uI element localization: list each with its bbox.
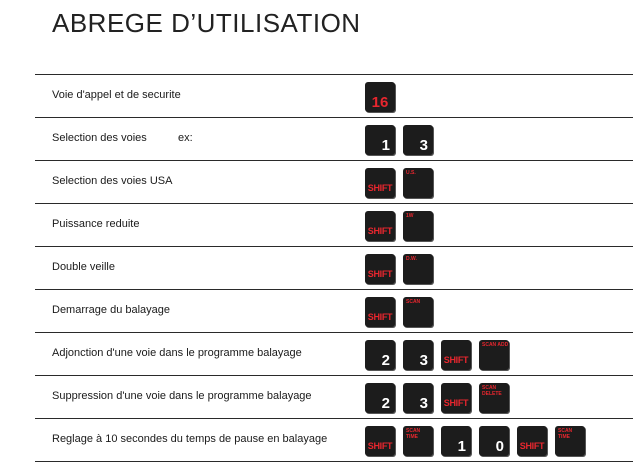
number-key bbox=[403, 125, 433, 155]
number-key-label: 3 bbox=[419, 137, 428, 154]
table-row bbox=[35, 246, 633, 289]
table-row bbox=[35, 418, 633, 462]
shift-key-label: SHIFT bbox=[367, 312, 393, 322]
number-key-label: 2 bbox=[381, 395, 390, 412]
number-key-label: 1 bbox=[457, 438, 466, 455]
shortcut-table bbox=[35, 74, 633, 462]
table-row bbox=[35, 332, 633, 375]
function-key bbox=[403, 426, 433, 456]
function-key bbox=[479, 383, 509, 413]
row-label: Selection des voies bbox=[52, 132, 147, 144]
function-key bbox=[403, 254, 433, 284]
row-label: Double veille bbox=[52, 261, 115, 273]
function-key bbox=[479, 340, 509, 370]
number-key bbox=[365, 383, 395, 413]
function-key bbox=[403, 211, 433, 241]
table-row bbox=[35, 160, 633, 203]
function-key-label: SCAN ADD bbox=[482, 342, 509, 348]
function-key-label: SCAN bbox=[406, 299, 421, 305]
row-label: Reglage à 10 secondes du temps de pause en balayage bbox=[52, 433, 328, 445]
shift-key bbox=[441, 383, 471, 413]
shift-key bbox=[365, 254, 395, 284]
function-key-label: 1W bbox=[406, 213, 414, 219]
number-key bbox=[365, 340, 395, 370]
function-key-label: D.W. bbox=[406, 256, 417, 262]
function-key-label: SCAN TIME bbox=[406, 428, 421, 440]
table-row bbox=[35, 375, 633, 418]
number-key-label: 1 bbox=[381, 137, 390, 154]
table-row bbox=[35, 117, 633, 160]
function-key-label: U.S. bbox=[406, 170, 416, 176]
function-key bbox=[403, 168, 433, 198]
number-key bbox=[403, 383, 433, 413]
number-key bbox=[479, 426, 509, 456]
number-key-label: 2 bbox=[381, 352, 390, 369]
number-key-label: 0 bbox=[495, 438, 504, 455]
shift-key bbox=[365, 426, 395, 456]
row-label: Adjonction d'une voie dans le programme balayage bbox=[52, 347, 302, 359]
number-key bbox=[365, 82, 395, 112]
number-key bbox=[365, 125, 395, 155]
row-label: Selection des voies USA bbox=[52, 175, 173, 187]
row-label: Puissance reduite bbox=[52, 218, 140, 230]
shift-key bbox=[517, 426, 547, 456]
number-key bbox=[441, 426, 471, 456]
number-key-label: 3 bbox=[419, 395, 428, 412]
table-row bbox=[35, 203, 633, 246]
function-key-label: SCAN TIME bbox=[558, 428, 573, 440]
number-key-label: 3 bbox=[419, 352, 428, 369]
number-key-label: 16 bbox=[371, 94, 389, 111]
row-label: Suppression d'une voie dans le programme balayage bbox=[52, 390, 312, 402]
table-row bbox=[35, 289, 633, 332]
row-example-label: ex: bbox=[178, 132, 193, 144]
row-label: Voie d'appel et de securite bbox=[52, 89, 181, 101]
shift-key-label: SHIFT bbox=[367, 226, 393, 236]
shift-key bbox=[365, 297, 395, 327]
page-title: ABREGE D’UTILISATION bbox=[52, 8, 361, 38]
shift-key-label: SHIFT bbox=[519, 441, 545, 451]
shift-key bbox=[365, 168, 395, 198]
shift-key-label: SHIFT bbox=[367, 269, 393, 279]
function-key-label: SCAN DELETE bbox=[482, 385, 502, 397]
function-key bbox=[555, 426, 585, 456]
number-key bbox=[403, 340, 433, 370]
table-row bbox=[35, 74, 633, 117]
shift-key-label: SHIFT bbox=[443, 355, 469, 365]
shift-key bbox=[441, 340, 471, 370]
shift-key-label: SHIFT bbox=[443, 398, 469, 408]
shift-key-label: SHIFT bbox=[367, 441, 393, 451]
function-key bbox=[403, 297, 433, 327]
shift-key bbox=[365, 211, 395, 241]
shift-key-label: SHIFT bbox=[367, 183, 393, 193]
row-label: Demarrage du balayage bbox=[52, 304, 171, 316]
